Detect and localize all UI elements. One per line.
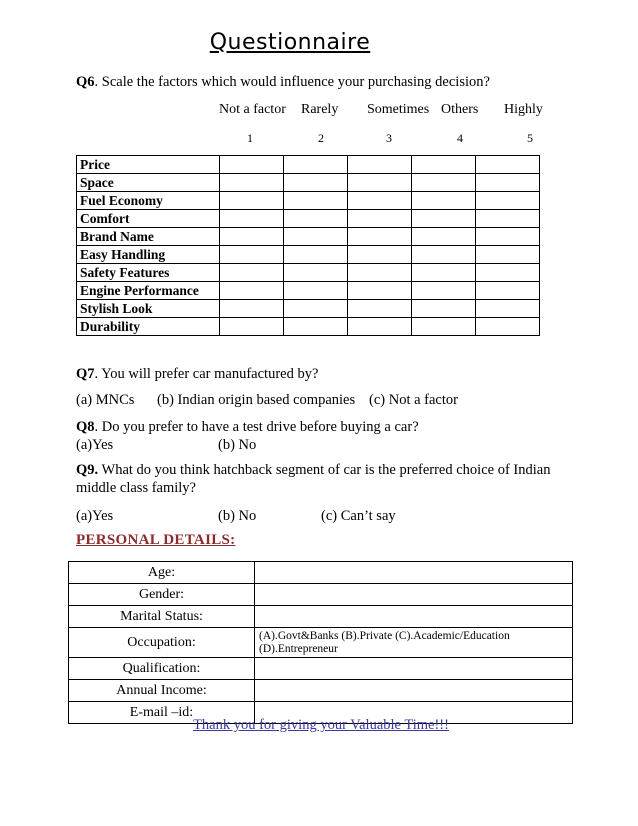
factor-row bbox=[77, 228, 540, 246]
rating-cell-4[interactable] bbox=[412, 318, 476, 336]
rating-cell-3[interactable] bbox=[348, 174, 412, 192]
rating-cell-2[interactable] bbox=[284, 228, 348, 246]
personal-field-value[interactable] bbox=[255, 628, 573, 658]
rating-cell-1[interactable] bbox=[220, 246, 284, 264]
rating-cell-3[interactable] bbox=[348, 192, 412, 210]
personal-row bbox=[69, 680, 573, 702]
factor-label: Fuel Economy bbox=[77, 192, 220, 210]
factor-label: Comfort bbox=[77, 210, 220, 228]
question-8 bbox=[76, 419, 419, 436]
q9-option-c[interactable]: (c) Can’t say bbox=[321, 508, 396, 524]
factor-row bbox=[77, 192, 540, 210]
occupation-options-line2: (D).Entrepreneur bbox=[259, 642, 338, 655]
rating-cell-4[interactable] bbox=[412, 210, 476, 228]
rating-cell-2[interactable] bbox=[284, 318, 348, 336]
rating-cell-2[interactable] bbox=[284, 300, 348, 318]
factor-row bbox=[77, 282, 540, 300]
personal-row bbox=[69, 562, 573, 584]
rating-cell-1[interactable] bbox=[220, 318, 284, 336]
rating-cell-3[interactable] bbox=[348, 318, 412, 336]
factor-row bbox=[77, 210, 540, 228]
personal-field-label: Age: bbox=[69, 562, 255, 584]
factor-row bbox=[77, 174, 540, 192]
rating-cell-2[interactable] bbox=[284, 156, 348, 174]
factor-row bbox=[77, 300, 540, 318]
factor-rating-table bbox=[76, 155, 540, 336]
q8-option-b[interactable]: (b) No bbox=[218, 437, 257, 453]
rating-cell-2[interactable] bbox=[284, 246, 348, 264]
rating-cell-5[interactable] bbox=[476, 156, 540, 174]
rating-cell-2[interactable] bbox=[284, 192, 348, 210]
factor-row bbox=[77, 318, 540, 336]
question-text: What do you think hatchback segment of car is the preferred choice of Indian bbox=[98, 462, 551, 478]
rating-cell-1[interactable] bbox=[220, 192, 284, 210]
q9-option-b[interactable]: (b) No bbox=[218, 508, 257, 524]
question-number: Q9. bbox=[76, 462, 99, 478]
rating-cell-4[interactable] bbox=[412, 156, 476, 174]
rating-cell-5[interactable] bbox=[476, 318, 540, 336]
personal-row bbox=[69, 658, 573, 680]
rating-cell-1[interactable] bbox=[220, 228, 284, 246]
factor-row bbox=[77, 156, 540, 174]
personal-field-value[interactable] bbox=[255, 680, 573, 702]
rating-cell-5[interactable] bbox=[476, 282, 540, 300]
personal-field-value[interactable] bbox=[255, 562, 573, 584]
rating-cell-3[interactable] bbox=[348, 264, 412, 282]
personal-field-label: Occupation: bbox=[69, 628, 255, 658]
thank-you-note: Thank you for giving your Valuable Time!!! bbox=[193, 717, 449, 733]
personal-details-table bbox=[68, 561, 573, 724]
personal-field-label: Qualification: bbox=[69, 658, 255, 680]
factor-label: Safety Features bbox=[77, 264, 220, 282]
factor-label: Easy Handling bbox=[77, 246, 220, 264]
rating-cell-1[interactable] bbox=[220, 174, 284, 192]
scale-label-1: Not a factor bbox=[219, 102, 286, 117]
occupation-options-line1: (A).Govt&Banks (B).Private (C).Academic/Education bbox=[259, 629, 510, 642]
question-7 bbox=[76, 366, 318, 383]
rating-cell-2[interactable] bbox=[284, 264, 348, 282]
rating-cell-5[interactable] bbox=[476, 210, 540, 228]
rating-cell-1[interactable] bbox=[220, 264, 284, 282]
rating-cell-5[interactable] bbox=[476, 300, 540, 318]
personal-row bbox=[69, 584, 573, 606]
personal-row bbox=[69, 606, 573, 628]
q7-option-b[interactable]: (b) Indian origin based companies bbox=[157, 392, 356, 408]
rating-cell-2[interactable] bbox=[284, 174, 348, 192]
question-6 bbox=[76, 74, 490, 91]
rating-cell-1[interactable] bbox=[220, 156, 284, 174]
rating-cell-3[interactable] bbox=[348, 246, 412, 264]
rating-cell-1[interactable] bbox=[220, 210, 284, 228]
personal-field-value[interactable] bbox=[255, 584, 573, 606]
rating-cell-5[interactable] bbox=[476, 174, 540, 192]
question-number: Q7 bbox=[76, 366, 95, 382]
question-text: . Scale the factors which would influence your purchasing decision? bbox=[94, 74, 490, 90]
rating-cell-1[interactable] bbox=[220, 300, 284, 318]
scale-label-3: Sometimes bbox=[367, 102, 430, 117]
rating-cell-3[interactable] bbox=[348, 210, 412, 228]
personal-field-label: Annual Income: bbox=[69, 680, 255, 702]
factor-label: Engine Performance bbox=[77, 282, 220, 300]
rating-cell-3[interactable] bbox=[348, 300, 412, 318]
scale-number-1: 1 bbox=[247, 131, 253, 145]
question-number: Q6 bbox=[76, 74, 95, 90]
question-text: . Do you prefer to have a test drive before buying a car? bbox=[94, 419, 419, 435]
page-title: Questionnaire bbox=[209, 30, 371, 55]
question-text: . You will prefer car manufactured by? bbox=[94, 366, 319, 382]
rating-cell-3[interactable] bbox=[348, 228, 412, 246]
rating-cell-1[interactable] bbox=[220, 282, 284, 300]
q7-option-a[interactable]: (a) MNCs bbox=[76, 392, 135, 408]
personal-field-value[interactable] bbox=[255, 606, 573, 628]
factor-label: Brand Name bbox=[77, 228, 220, 246]
question-9 bbox=[76, 462, 550, 479]
rating-cell-3[interactable] bbox=[348, 156, 412, 174]
factor-row bbox=[77, 264, 540, 282]
scale-number-3: 3 bbox=[386, 131, 392, 145]
rating-cell-3[interactable] bbox=[348, 282, 412, 300]
factor-label: Stylish Look bbox=[77, 300, 220, 318]
rating-cell-5[interactable] bbox=[476, 264, 540, 282]
rating-cell-5[interactable] bbox=[476, 228, 540, 246]
personal-details-heading: PERSONAL DETAILS: bbox=[76, 532, 236, 548]
scale-number-4: 4 bbox=[457, 131, 463, 145]
personal-field-label: Gender: bbox=[69, 584, 255, 606]
rating-cell-4[interactable] bbox=[412, 282, 476, 300]
scale-label-2: Rarely bbox=[301, 102, 339, 117]
q9-option-a[interactable]: (a)Yes bbox=[76, 508, 114, 524]
rating-cell-4[interactable] bbox=[412, 228, 476, 246]
personal-field-label: Marital Status: bbox=[69, 606, 255, 628]
scale-number-5: 5 bbox=[527, 131, 533, 145]
personal-row bbox=[69, 628, 573, 658]
q8-option-a[interactable]: (a)Yes bbox=[76, 437, 114, 453]
q7-option-c[interactable]: (c) Not a factor bbox=[369, 392, 458, 408]
rating-cell-5[interactable] bbox=[476, 192, 540, 210]
rating-cell-4[interactable] bbox=[412, 192, 476, 210]
factor-label: Price bbox=[77, 156, 220, 174]
factor-label: Space bbox=[77, 174, 220, 192]
rating-cell-4[interactable] bbox=[412, 246, 476, 264]
factor-row bbox=[77, 246, 540, 264]
rating-cell-4[interactable] bbox=[412, 264, 476, 282]
personal-field-label: E-mail –id: bbox=[69, 702, 255, 724]
question-9-line2: middle class family? bbox=[76, 480, 196, 496]
personal-field-value[interactable] bbox=[255, 658, 573, 680]
scale-number-2: 2 bbox=[318, 131, 324, 145]
rating-cell-2[interactable] bbox=[284, 282, 348, 300]
factor-label: Durability bbox=[77, 318, 220, 336]
scale-label-5: Highly bbox=[504, 102, 543, 117]
rating-cell-4[interactable] bbox=[412, 174, 476, 192]
rating-cell-4[interactable] bbox=[412, 300, 476, 318]
scale-label-4: Others bbox=[441, 102, 479, 117]
rating-cell-5[interactable] bbox=[476, 246, 540, 264]
question-number: Q8 bbox=[76, 419, 95, 435]
rating-cell-2[interactable] bbox=[284, 210, 348, 228]
